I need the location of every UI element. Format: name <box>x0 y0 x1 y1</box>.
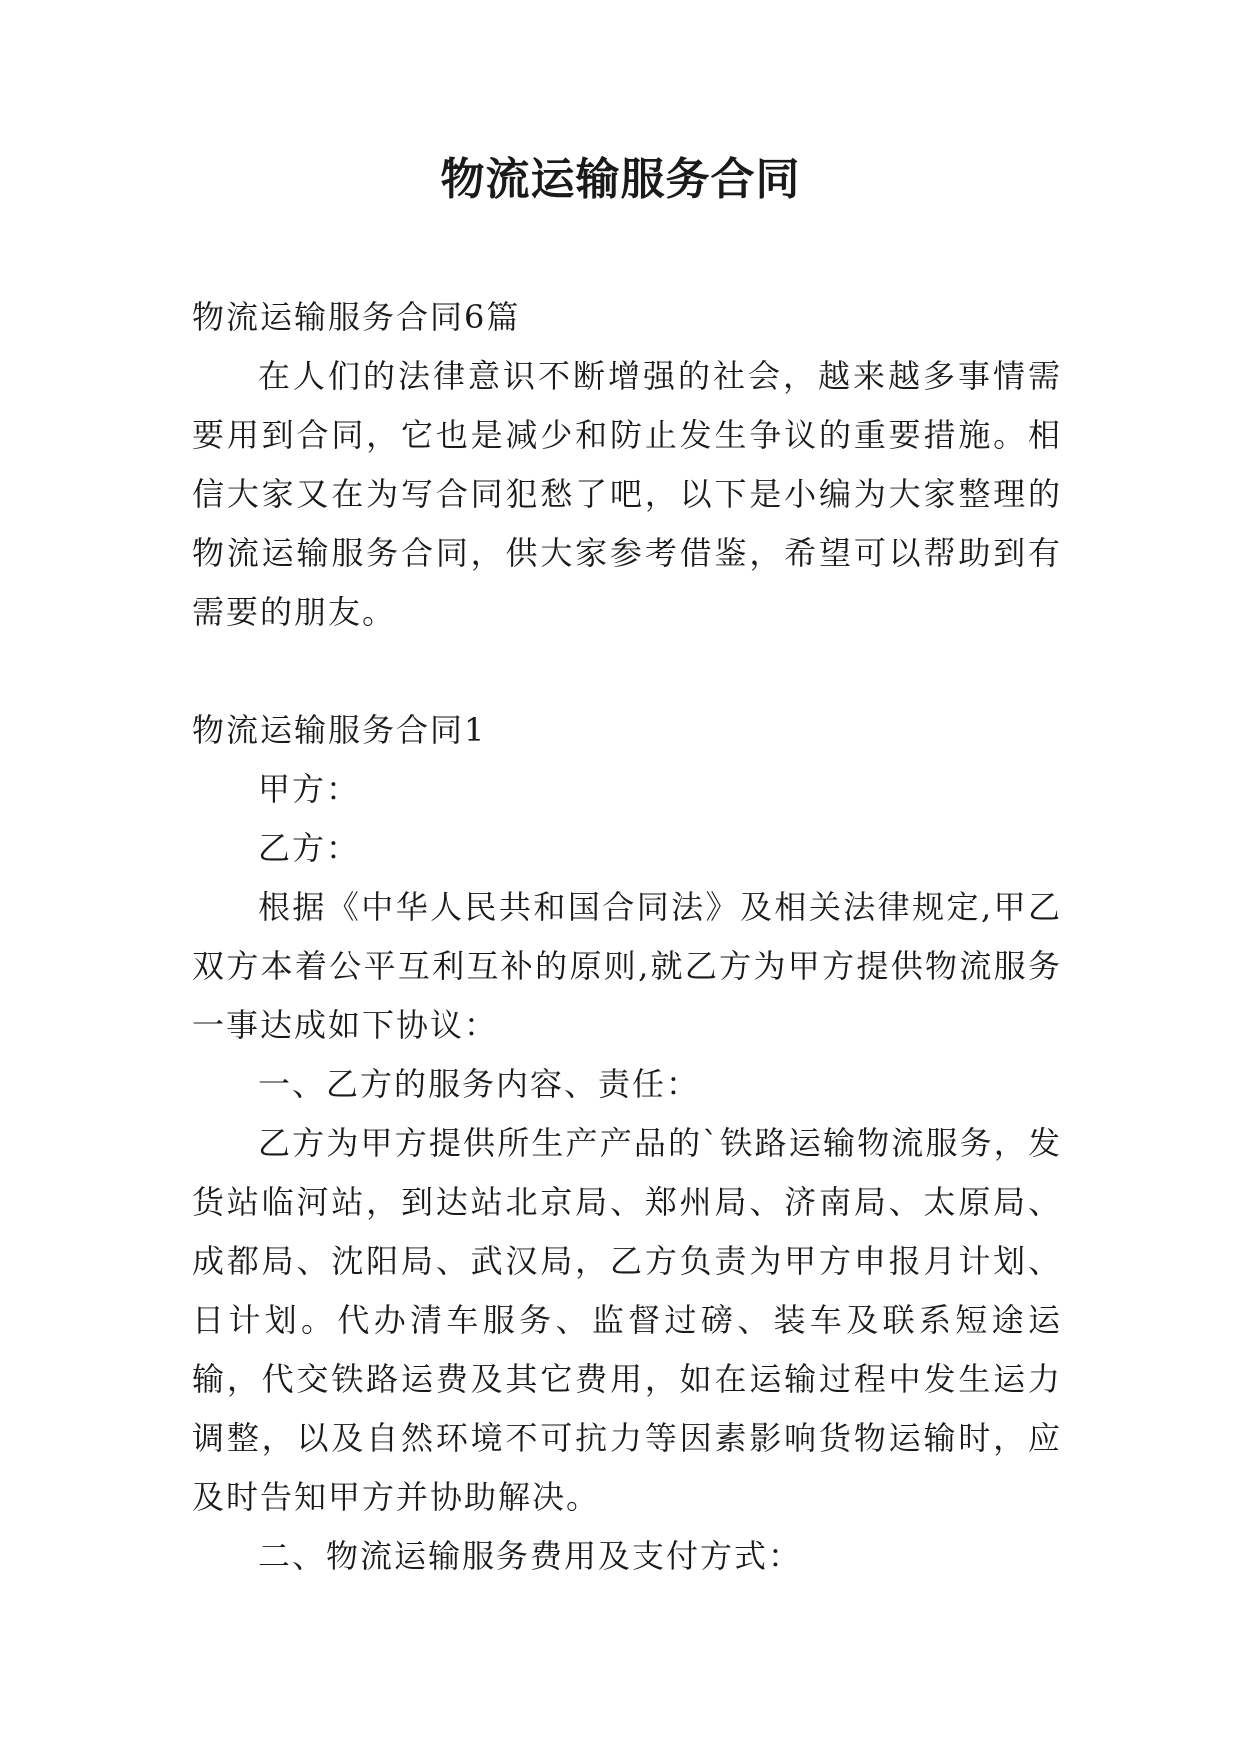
clause-1-title: 一、乙方的服务内容、责任： <box>258 1065 701 1103</box>
party-a-line: 甲方： <box>258 770 361 808</box>
intro-paragraph: 在人们的法律意识不断增强的社会，越来越多事情需要用到合同，它也是减少和防止发生争议的重要措施。相信大家又在为写合同犯愁了吧，以下是小编为大家整理的物流运输服务合同，供大家参考借鉴，希望可以帮助到有需要的朋友。 <box>192 357 1062 631</box>
document-title: 物流运输服务合同 <box>440 154 801 205</box>
section-heading: 物流运输服务合同1 <box>192 711 487 749</box>
document-subtitle: 物流运输服务合同6篇 <box>192 298 521 336</box>
document-body <box>192 288 1062 1586</box>
basis-paragraph: 根据《中华人民共和国合同法》及相关法律规定,甲乙双方本着公平互利互补的原则,就乙方为甲方提供物流服务一事达成如下协议： <box>192 888 1062 1044</box>
paragraph-spacer <box>192 642 1062 701</box>
clause-2-title: 二、物流运输服务费用及支付方式： <box>258 1537 803 1575</box>
party-b-line: 乙方： <box>258 829 361 867</box>
clause-1-body: 乙方为甲方提供所生产产品的`铁路运输物流服务，发货站临河站，到达站北京局、郑州局、济南局、太原局、成都局、沈阳局、武汉局，乙方负责为甲方申报月计划、日计划。代办清车服务、监督过磅、装车及联系短途运输，代交铁路运费及其它费用，如在运输过程中发生运力调整，以及自然环境不可抗力等因素影响货物运输时，应及时告知甲方并协助解决。 <box>192 1124 1062 1516</box>
